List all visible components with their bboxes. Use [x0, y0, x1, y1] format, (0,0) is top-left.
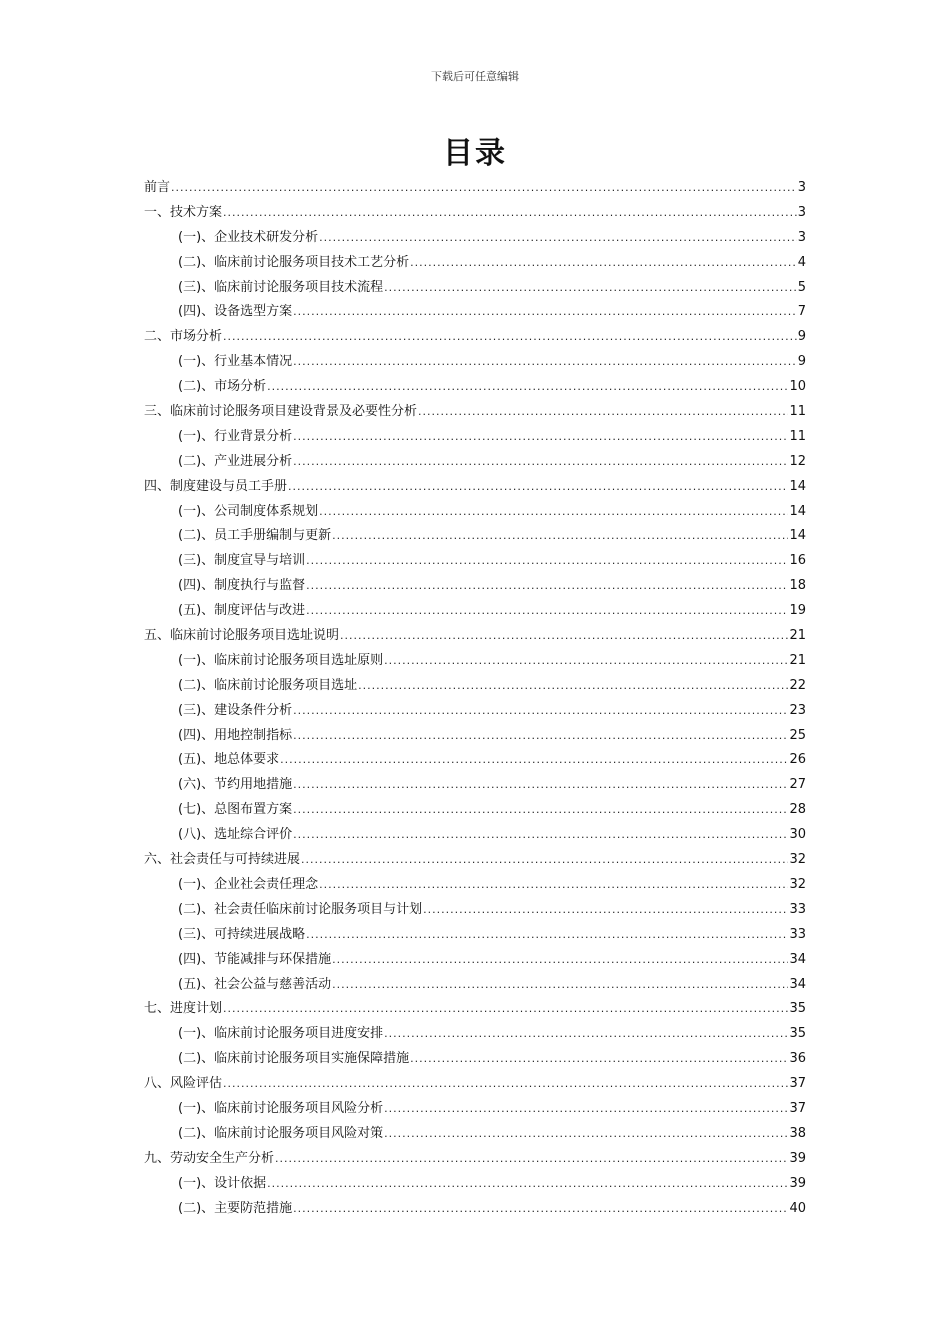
toc-entry-label: (三)、制度宣导与培训	[178, 553, 306, 569]
toc-entry-page: 9	[797, 329, 806, 345]
toc-entry-label: (五)、地总体要求	[178, 752, 280, 768]
toc-entry-page: 34	[789, 976, 806, 992]
toc-leader-dots	[384, 1097, 788, 1122]
toc-entry-page: 3	[797, 180, 806, 195]
toc-entry-label: (一)、企业社会责任理念	[178, 876, 319, 892]
toc-entry-label: (一)、设计依据	[178, 1175, 267, 1191]
toc-entry[interactable]	[144, 973, 806, 998]
toc-entry-page: 9	[797, 354, 806, 370]
toc-entry-page: 18	[789, 578, 806, 594]
toc-entry-label: (七)、总图布置方案	[178, 802, 293, 818]
toc-leader-dots	[293, 823, 788, 848]
toc-entry-label: (四)、设备选型方案	[178, 304, 293, 320]
toc-entry-label: 一、技术方案	[144, 204, 223, 220]
toc-entry-label: 前言	[144, 180, 171, 195]
toc-entry-page: 26	[789, 752, 806, 768]
toc-entry-label: (八)、选址综合评价	[178, 827, 293, 843]
toc-entry-page: 39	[789, 1175, 806, 1191]
toc-leader-dots	[293, 1197, 788, 1222]
toc-entry-page: 33	[789, 926, 806, 942]
toc-leader-dots	[171, 176, 797, 201]
toc-entry[interactable]	[144, 549, 806, 574]
toc-entry[interactable]	[144, 574, 806, 599]
toc-entry[interactable]	[144, 500, 806, 525]
toc-entry-label: 二、市场分析	[144, 329, 223, 345]
toc-leader-dots	[275, 1147, 788, 1172]
toc-entry[interactable]	[144, 674, 806, 699]
toc-entry-page: 32	[789, 876, 806, 892]
toc-entry-page: 32	[789, 852, 806, 868]
toc-entry[interactable]	[144, 724, 806, 749]
toc-entry[interactable]	[144, 873, 806, 898]
toc-leader-dots	[418, 400, 788, 425]
toc-entry-page: 14	[789, 528, 806, 544]
toc-entry-page: 10	[789, 379, 806, 395]
toc-leader-dots	[384, 1122, 788, 1147]
toc-entry-page: 7	[797, 304, 806, 320]
toc-entry-page: 36	[789, 1051, 806, 1067]
toc-entry-label: (二)、临床前讨论服务项目实施保障措施	[178, 1051, 410, 1067]
toc-entry-page: 38	[789, 1125, 806, 1141]
toc-entry-label: (一)、公司制度体系规划	[178, 503, 319, 519]
toc-entry-page: 16	[789, 553, 806, 569]
toc-leader-dots	[423, 898, 788, 923]
toc-entry-label: (四)、用地控制指标	[178, 727, 293, 743]
toc-leader-dots	[293, 773, 788, 798]
toc-leader-dots	[332, 948, 788, 973]
toc-entry-label: (二)、临床前讨论服务项目技术工艺分析	[178, 254, 410, 270]
toc-entry-label: (五)、社会公益与慈善活动	[178, 976, 332, 992]
toc-entry-label: (五)、制度评估与改进	[178, 603, 306, 619]
toc-entry-page: 14	[789, 478, 806, 494]
toc-entry-label: (二)、市场分析	[178, 379, 267, 395]
toc-entry-label: 九、劳动安全生产分析	[144, 1150, 275, 1166]
page-header: 下载后可任意编辑	[431, 70, 519, 83]
toc-entry-label: (一)、临床前讨论服务项目进度安排	[178, 1026, 384, 1042]
toc-entry-label: (二)、产业进展分析	[178, 453, 293, 469]
toc-leader-dots	[293, 300, 797, 325]
toc-entry-page: 33	[789, 901, 806, 917]
toc-leader-dots	[223, 201, 797, 226]
toc-entry-label: 四、制度建设与员工手册	[144, 478, 288, 494]
toc-leader-dots	[384, 1022, 788, 1047]
toc-entry-page: 37	[789, 1100, 806, 1116]
toc-entry[interactable]	[144, 898, 806, 923]
toc-entry-page: 37	[789, 1076, 806, 1092]
toc-entry[interactable]	[144, 599, 806, 624]
toc-leader-dots	[267, 1172, 788, 1197]
toc-leader-dots	[267, 375, 788, 400]
toc-entry-label: (二)、员工手册编制与更新	[178, 528, 332, 544]
toc-entry-label: (四)、节能减排与环保措施	[178, 951, 332, 967]
toc-entry-page: 35	[789, 1026, 806, 1042]
toc-entry-label: (四)、制度执行与监督	[178, 578, 306, 594]
toc-entry-label: (二)、临床前讨论服务项目风险对策	[178, 1125, 384, 1141]
toc-entry[interactable]	[144, 375, 806, 400]
toc-leader-dots	[306, 923, 788, 948]
toc-entry[interactable]	[144, 350, 806, 375]
toc-leader-dots	[223, 1072, 788, 1097]
toc-entry-page: 30	[789, 827, 806, 843]
toc-entry[interactable]	[144, 649, 806, 674]
toc-entry-page: 5	[797, 279, 806, 295]
toc-entry-label: (一)、行业基本情况	[178, 354, 293, 370]
toc-entry-label: (二)、社会责任临床前讨论服务项目与计划	[178, 901, 423, 917]
toc-entry[interactable]	[144, 1147, 806, 1172]
table-of-contents	[144, 176, 806, 1221]
toc-leader-dots	[340, 624, 788, 649]
toc-entry-page: 19	[789, 603, 806, 619]
toc-leader-dots	[306, 574, 788, 599]
toc-entry-label: (三)、可持续进展战略	[178, 926, 306, 942]
toc-entry-label: 六、社会责任与可持续进展	[144, 852, 301, 868]
toc-entry-page: 39	[789, 1150, 806, 1166]
toc-entry[interactable]	[144, 1097, 806, 1122]
toc-entry-page: 21	[789, 628, 806, 644]
toc-entry[interactable]	[144, 1197, 806, 1222]
toc-entry-label: (二)、临床前讨论服务项目选址	[178, 677, 358, 693]
toc-leader-dots	[384, 276, 797, 301]
toc-entry[interactable]	[144, 848, 806, 873]
toc-entry-label: (三)、临床前讨论服务项目技术流程	[178, 279, 384, 295]
toc-entry-page: 22	[789, 677, 806, 693]
toc-entry-label: (一)、临床前讨论服务项目选址原则	[178, 652, 384, 668]
toc-entry-page: 35	[789, 1001, 806, 1017]
toc-entry[interactable]	[144, 1072, 806, 1097]
toc-leader-dots	[319, 500, 788, 525]
toc-leader-dots	[223, 325, 797, 350]
toc-entry-page: 3	[797, 204, 806, 220]
toc-leader-dots	[288, 475, 788, 500]
toc-leader-dots	[301, 848, 788, 873]
toc-leader-dots	[223, 997, 788, 1022]
toc-leader-dots	[410, 251, 797, 276]
toc-entry[interactable]	[144, 1022, 806, 1047]
toc-leader-dots	[319, 226, 797, 251]
toc-entry[interactable]	[144, 226, 806, 251]
toc-entry-label: (三)、建设条件分析	[178, 702, 293, 718]
page-title: 目录	[443, 136, 507, 171]
toc-leader-dots	[332, 524, 788, 549]
toc-entry[interactable]	[144, 823, 806, 848]
toc-entry-label: 三、临床前讨论服务项目建设背景及必要性分析	[144, 404, 418, 420]
toc-entry-label: (一)、临床前讨论服务项目风险分析	[178, 1100, 384, 1116]
toc-entry-label: 七、进度计划	[144, 1001, 223, 1017]
toc-leader-dots	[293, 699, 788, 724]
toc-leader-dots	[384, 649, 788, 674]
toc-entry[interactable]	[144, 251, 806, 276]
toc-entry-label: (二)、主要防范措施	[178, 1200, 293, 1216]
toc-entry-page: 27	[789, 777, 806, 793]
toc-entry[interactable]	[144, 276, 806, 301]
toc-entry[interactable]	[144, 425, 806, 450]
toc-entry[interactable]	[144, 475, 806, 500]
toc-entry[interactable]	[144, 1122, 806, 1147]
toc-entry-page: 25	[789, 727, 806, 743]
toc-entry[interactable]	[144, 524, 806, 549]
toc-entry-page: 34	[789, 951, 806, 967]
toc-entry-page: 11	[789, 404, 806, 420]
toc-entry-page: 21	[789, 652, 806, 668]
toc-entry-label: (一)、行业背景分析	[178, 428, 293, 444]
toc-entry-page: 11	[789, 428, 806, 444]
toc-entry-page: 23	[789, 702, 806, 718]
toc-entry-page: 28	[789, 802, 806, 818]
toc-entry[interactable]	[144, 400, 806, 425]
toc-entry[interactable]	[144, 748, 806, 773]
toc-entry[interactable]	[144, 1172, 806, 1197]
toc-leader-dots	[319, 873, 788, 898]
toc-entry-page: 3	[797, 229, 806, 245]
toc-entry-page: 4	[797, 254, 806, 270]
toc-entry[interactable]	[144, 923, 806, 948]
toc-leader-dots	[306, 549, 788, 574]
toc-leader-dots	[293, 798, 788, 823]
toc-entry[interactable]	[144, 948, 806, 973]
toc-entry[interactable]	[144, 176, 806, 201]
toc-entry-label: 五、临床前讨论服务项目选址说明	[144, 628, 340, 644]
toc-entry[interactable]	[144, 300, 806, 325]
toc-entry-label: (一)、企业技术研发分析	[178, 229, 319, 245]
toc-entry[interactable]	[144, 1047, 806, 1072]
toc-entry-page: 40	[789, 1200, 806, 1216]
toc-leader-dots	[293, 425, 788, 450]
toc-entry[interactable]	[144, 624, 806, 649]
toc-entry[interactable]	[144, 450, 806, 475]
toc-entry[interactable]	[144, 997, 806, 1022]
toc-leader-dots	[306, 599, 788, 624]
toc-entry[interactable]	[144, 773, 806, 798]
toc-entry-label: (六)、节约用地措施	[178, 777, 293, 793]
toc-leader-dots	[293, 450, 788, 475]
toc-leader-dots	[293, 350, 797, 375]
toc-leader-dots	[332, 973, 788, 998]
toc-leader-dots	[358, 674, 788, 699]
toc-entry-page: 14	[789, 503, 806, 519]
toc-leader-dots	[410, 1047, 788, 1072]
toc-entry-label: 八、风险评估	[144, 1076, 223, 1092]
toc-entry[interactable]	[144, 798, 806, 823]
toc-entry[interactable]	[144, 325, 806, 350]
toc-entry[interactable]	[144, 699, 806, 724]
toc-entry-page: 12	[789, 453, 806, 469]
toc-leader-dots	[293, 724, 788, 749]
toc-entry[interactable]	[144, 201, 806, 226]
toc-leader-dots	[280, 748, 788, 773]
